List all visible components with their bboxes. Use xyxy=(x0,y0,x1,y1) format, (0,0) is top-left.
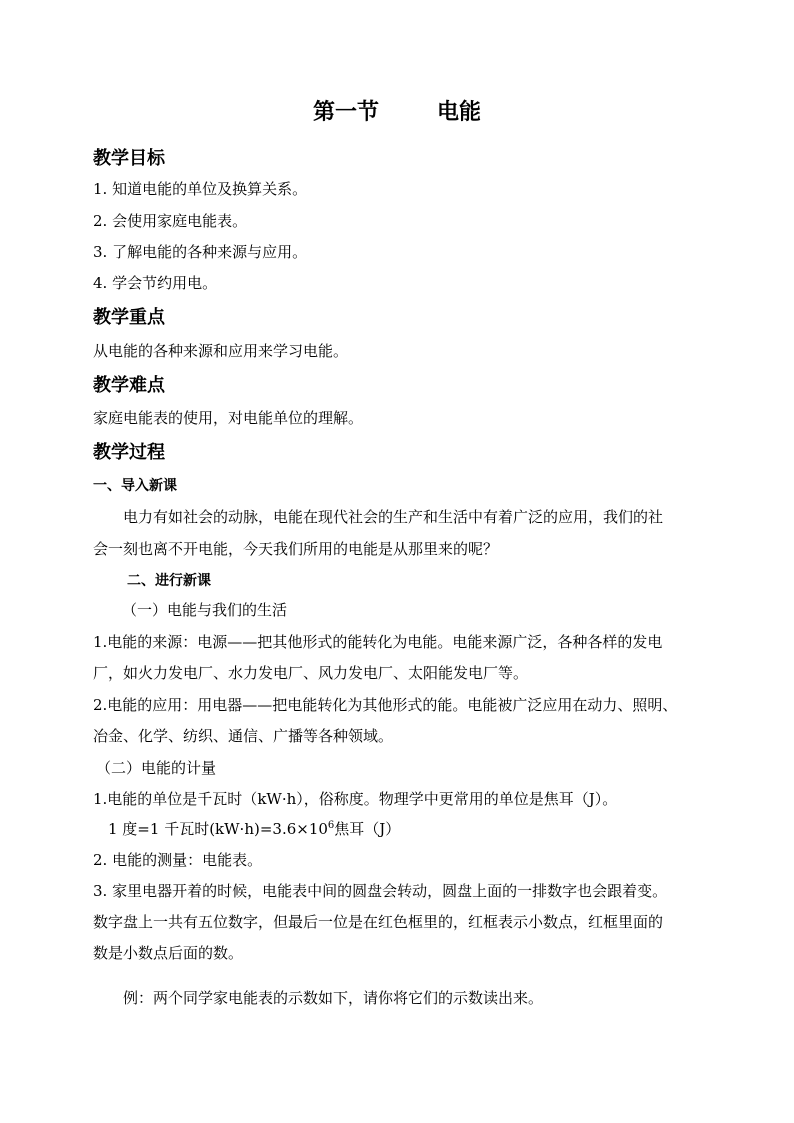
section-heading-2: （二）电能的计量 xyxy=(96,759,217,777)
example-text: 例：两个同学家电能表的示数如下，请你将它们的示数读出来。 xyxy=(123,989,544,1007)
meter-paragraph-line: 数是小数点后面的数。 xyxy=(93,944,244,962)
new-lesson-heading: 二、进行新课 xyxy=(127,573,211,589)
conversion-exponent: 6 xyxy=(327,820,335,831)
unit-conversion xyxy=(108,818,400,839)
source-paragraph-line: 1.电能的来源：电源——把其他形式的能转化为电能。电能来源广泛，各种各样的发电 xyxy=(93,633,663,651)
title-section: 第一节 xyxy=(312,100,379,125)
conversion-unit: 焦耳（J） xyxy=(334,820,401,838)
key-point-text: 从电能的各种来源和应用来学习电能。 xyxy=(93,342,349,360)
objective-item: 1. 知道电能的单位及换算关系。 xyxy=(93,180,308,198)
objective-item: 4. 学会节约用电。 xyxy=(93,274,218,292)
page-title xyxy=(0,95,794,126)
intro-heading: 一、导入新课 xyxy=(93,478,177,494)
difficulty-text: 家庭电能表的使用，对电能单位的理解。 xyxy=(93,409,364,427)
application-paragraph-line: 冶金、化学、纺织、通信、广播等各种领域。 xyxy=(93,727,394,745)
difficulty-heading: 教学难点 xyxy=(93,375,165,396)
measurement-paragraph: 2. 电能的测量：电能表。 xyxy=(93,851,263,869)
unit-paragraph: 1.电能的单位是千瓦时（kW·h），俗称度。物理学中更常用的单位是焦耳（J）。 xyxy=(93,790,618,808)
objectives-heading: 教学目标 xyxy=(93,148,165,169)
section-heading-1: （一）电能与我们的生活 xyxy=(122,601,288,619)
meter-paragraph-line: 数字盘上一共有五位数字，但最后一位是在红色框里的，红框表示小数点，红框里面的 xyxy=(93,913,664,931)
application-paragraph-line: 2.电能的应用：用电器——把电能转化为其他形式的能。电能被广泛应用在动力、照明、 xyxy=(93,696,678,714)
intro-paragraph-line: 会一刻也离不开电能，今天我们所用的电能是从那里来的呢？ xyxy=(93,540,499,558)
conversion-base: 1 度=1 千瓦时(kW·h)=3.6×10 xyxy=(108,820,328,838)
title-topic: 电能 xyxy=(437,100,482,125)
objective-item: 2. 会使用家庭电能表。 xyxy=(93,212,248,230)
source-paragraph-line: 厂，如火力发电厂、水力发电厂、风力发电厂、太阳能发电厂等。 xyxy=(93,664,529,682)
objective-item: 3. 了解电能的各种来源与应用。 xyxy=(93,243,308,261)
key-point-heading: 教学重点 xyxy=(93,307,165,328)
process-heading: 教学过程 xyxy=(93,442,165,463)
meter-paragraph-line: 3. 家里电器开着的时候，电能表中间的圆盘会转动，圆盘上面的一排数字也会跟着变。 xyxy=(93,882,668,900)
intro-paragraph-line: 电力有如社会的动脉，电能在现代社会的生产和生活中有着广泛的应用，我们的社 xyxy=(123,508,664,526)
